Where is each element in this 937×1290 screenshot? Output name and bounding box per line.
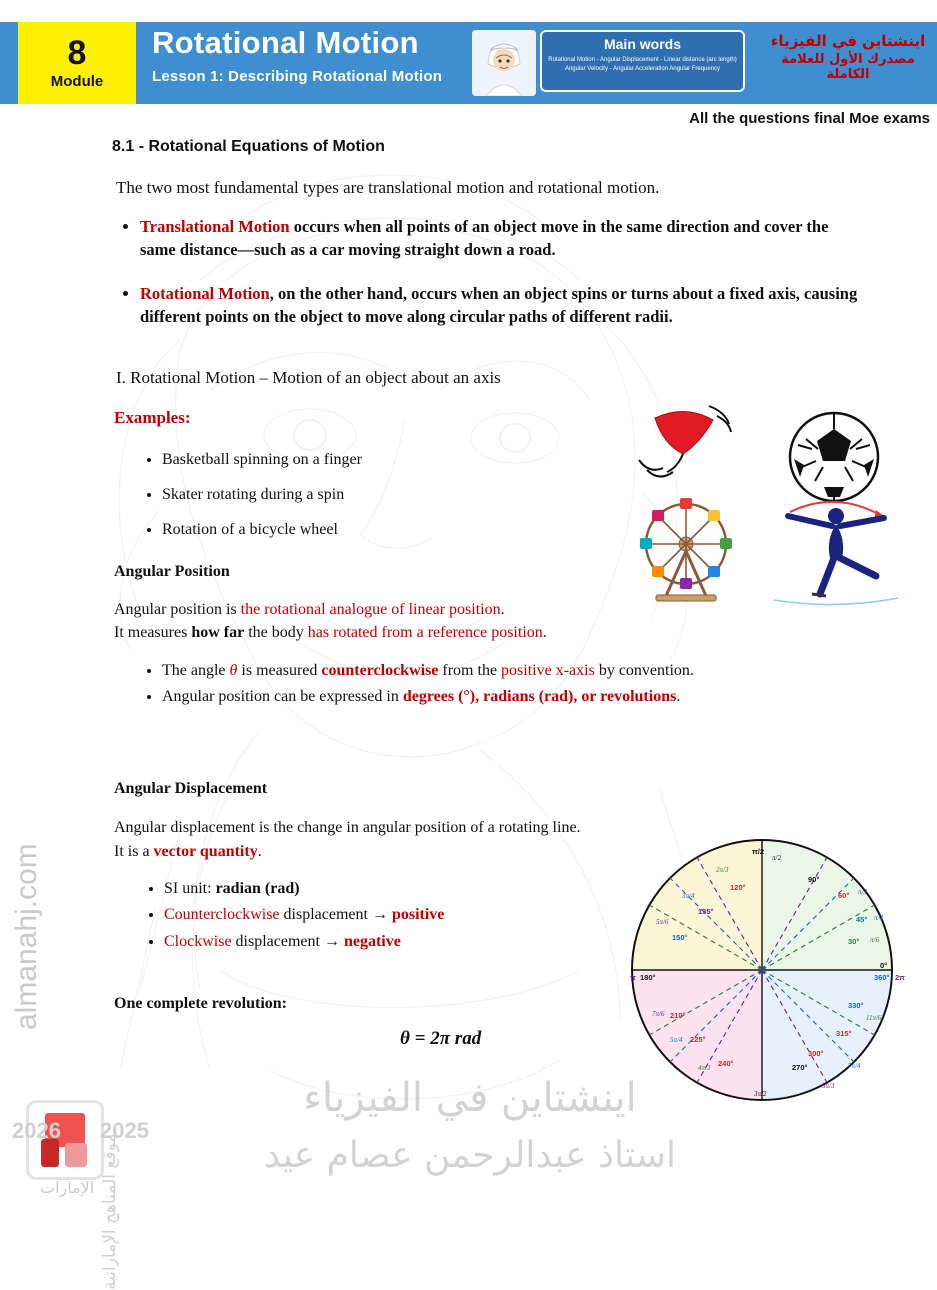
apb2b: degrees (°), radians (rad), or revolutions (402, 688, 677, 706)
svg-text:4π/3: 4π/3 (698, 1064, 711, 1072)
section-heading: 8.1 - Rotational Equations of Motion (112, 138, 385, 155)
apb2c: . (676, 688, 681, 706)
adb1a: SI unit: (164, 880, 216, 897)
svg-text:π/2: π/2 (772, 854, 781, 862)
module-label: Module (50, 73, 104, 90)
avatar-illustration (472, 30, 536, 96)
ferris-wheel-icon (622, 496, 750, 606)
svg-text:3π/2: 3π/2 (754, 1090, 767, 1098)
list-item (164, 878, 662, 900)
svg-text:5π/6: 5π/6 (656, 918, 669, 926)
arabic-small-watermark: الإمارات (40, 1178, 95, 1197)
ap-p1b: the rotational analogue of linear position (240, 601, 501, 618)
translational-motion-lead: Translational Motion (140, 217, 290, 236)
adb1b: radian (rad) (215, 880, 300, 897)
svg-text:π/6: π/6 (870, 936, 879, 944)
avatar (472, 30, 536, 96)
svg-text:210°: 210° (670, 1011, 686, 1020)
svg-text:90°: 90° (808, 875, 820, 884)
bullet-rotational-motion (118, 282, 858, 333)
apb1c: counterclockwise (321, 662, 439, 679)
angular-position-bullets (140, 660, 860, 713)
roman-one-line: I. Rotational Motion – Motion of an object about an axis (116, 368, 501, 387)
ap-p1c: . (500, 601, 505, 618)
apb1b: is measured (237, 662, 322, 679)
moe-exam-note: All the questions final Moe exams (689, 110, 930, 127)
ad-p2b: vector quantity (153, 843, 258, 860)
list-item: • Rotation of a bicycle wheel (162, 514, 560, 545)
module-number: 8 (67, 34, 87, 72)
apb1e: positive x-axis (501, 662, 595, 679)
year-left: 2026 (12, 1118, 61, 1143)
theta-symbol: θ (229, 662, 238, 679)
arabic-brand-line1: اينشتاين في الفيزياء (770, 32, 926, 50)
svg-text:180°: 180° (640, 973, 656, 982)
ad-p2a: It is a (114, 843, 154, 860)
adb2c: positive (391, 906, 445, 924)
svg-text:330°: 330° (848, 1001, 864, 1010)
ap-p2a: It measures (114, 624, 192, 642)
adb2a: Counterclockwise (164, 906, 280, 924)
svg-text:π/4: π/4 (874, 914, 883, 922)
angular-displacement-bullets (142, 878, 662, 957)
main-words-box (540, 30, 745, 92)
ap-p2d: has rotated from a reference position (307, 624, 543, 642)
svg-text:2π/3: 2π/3 (716, 866, 729, 874)
svg-text:11π/6: 11π/6 (866, 1014, 882, 1022)
svg-text:360°: 360° (874, 973, 890, 982)
examples-heading: Examples: (114, 408, 191, 427)
svg-text:7π/4: 7π/4 (848, 1062, 861, 1070)
apb2a: Angular position can be expressed in (162, 688, 403, 706)
arabic-brand (768, 32, 928, 82)
rotational-motion-rest: , on the other hand, occurs when an object spins or turns about a fixed axis, causing different points on the object to move along circular paths of different radii. (140, 284, 858, 327)
page-subtitle: Lesson 1: Describing Rotational Motion (152, 68, 443, 86)
adb3b: displacement → (231, 932, 344, 950)
adb3a: Clockwise (164, 932, 232, 950)
intro-paragraph: The two most fundamental types are translational motion and rotational motion. (116, 178, 660, 197)
svg-text:240°: 240° (718, 1059, 734, 1068)
svg-text:5π/4: 5π/4 (670, 1036, 683, 1044)
svg-text:π: π (630, 973, 636, 982)
ap-p2b: how far (191, 624, 245, 642)
ap-p2e: . (542, 624, 547, 642)
revolution-equation: θ = 2π rad (400, 1028, 482, 1049)
arabic-watermark (150, 1075, 790, 1176)
one-revolution-label: One complete revolution: (114, 995, 288, 1012)
svg-text:150°: 150° (672, 933, 688, 942)
bullet-translational-motion (118, 215, 858, 266)
arabic-brand-line2: مصدرك الأول للعلامة الكاملة (781, 52, 915, 82)
examples-list (140, 444, 560, 550)
svg-text:π/3: π/3 (858, 888, 867, 896)
svg-text:3π/4: 3π/4 (682, 892, 695, 900)
arabic-watermark-line2: استاذ عبدالرحمن عصام عيد (263, 1135, 677, 1176)
year-right: 2025 (100, 1118, 149, 1143)
translational-motion-rest: occurs when all points of an object move in the same direction and cover the same distance—such as a car moving straight down a road. (140, 217, 829, 260)
page-title: Rotational Motion (152, 25, 419, 60)
main-words-title: Main words (603, 36, 681, 52)
ap-p1a: Angular position is (114, 601, 241, 618)
svg-text:7π/6: 7π/6 (652, 1010, 665, 1018)
adb3c: negative (343, 932, 401, 950)
rotational-motion-lead: Rotational Motion (140, 284, 270, 303)
angular-displacement-heading: Angular Displacement (114, 780, 268, 797)
ad-p1: Angular displacement is the change in angular position of a rotating line. (114, 819, 581, 836)
svg-text:225°: 225° (690, 1035, 706, 1044)
list-item (164, 931, 662, 953)
list-item: • Skater rotating during a spin (162, 479, 560, 510)
arabic-vertical-watermark: موقع المناهج الإماراتية (100, 1133, 120, 1290)
svg-text:120°: 120° (730, 883, 746, 892)
svg-text:30°: 30° (848, 937, 860, 946)
svg-text:300°: 300° (808, 1049, 824, 1058)
svg-text:π/2: π/2 (752, 847, 764, 856)
adb2b: displacement → (279, 906, 392, 924)
list-item (164, 904, 662, 926)
svg-text:60°: 60° (838, 891, 850, 900)
apb1f: by convention. (594, 662, 694, 679)
svg-text:45°: 45° (856, 915, 868, 924)
site-watermark: almanahj.com (10, 843, 43, 1030)
ap-p2c: the body (244, 624, 308, 642)
apb1a: The angle (162, 662, 230, 679)
spinning-top-icon (625, 400, 745, 495)
svg-text:0°: 0° (880, 961, 888, 970)
arabic-watermark-line1: اينشتاين في الفيزياء (303, 1075, 637, 1121)
list-item: • Basketball spinning on a finger (162, 444, 560, 475)
svg-text:5π/3: 5π/3 (822, 1082, 835, 1090)
svg-text:2π: 2π (895, 973, 905, 982)
module-badge (18, 22, 136, 104)
list-item (162, 686, 860, 708)
angular-position-heading: Angular Position (114, 563, 230, 580)
main-words-list: Rotational Motion - Angular Displacement - Linear distance (arc length) Angular Velocity - Angular Acceleration Angular Frequency (548, 57, 737, 72)
svg-text:270°: 270° (792, 1063, 808, 1072)
logo-tablet-shape (65, 1143, 87, 1167)
list-item (162, 660, 860, 682)
svg-text:135°: 135° (698, 907, 714, 916)
header-title-group (152, 26, 442, 85)
ad-p2c: . (257, 843, 262, 860)
svg-text:315°: 315° (836, 1029, 852, 1038)
apb1d: from the (438, 662, 502, 679)
figure-skater-icon (772, 490, 900, 608)
